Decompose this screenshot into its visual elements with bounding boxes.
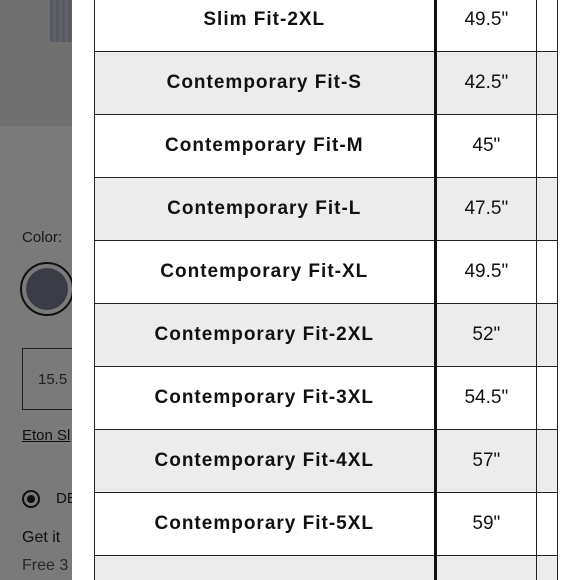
- size-chart-row: [95, 430, 558, 493]
- chest-measurement-cell: 49.5": [435, 241, 537, 304]
- size-chart-row: [95, 178, 558, 241]
- chest-measurement-cell: 47.5": [435, 178, 537, 241]
- chest-measurement-cell: 59": [435, 493, 537, 556]
- chest-measurement-cell: 54.5": [435, 367, 537, 430]
- fit-size-cell: Contemporary Fit-5XL: [95, 493, 436, 556]
- extra-column-cell: [537, 178, 558, 241]
- fit-size-cell: Contemporary Fit-2XL: [95, 304, 436, 367]
- fit-size-cell: Contemporary Fit-XL: [95, 241, 436, 304]
- fit-size-cell: Contemporary Fit-S: [95, 52, 436, 115]
- size-chart-table: [94, 0, 558, 580]
- size-chart-row: [95, 0, 558, 52]
- chest-measurement-cell: 57": [435, 430, 537, 493]
- extra-column-cell: [537, 493, 558, 556]
- size-chart-row: [95, 52, 558, 115]
- fit-size-cell: Contemporary Fit-M: [95, 115, 436, 178]
- chest-measurement-cell: 45": [435, 115, 537, 178]
- size-chart-row: [95, 304, 558, 367]
- fit-size-cell: [95, 556, 436, 580]
- size-chart-row: [95, 556, 558, 580]
- extra-column-cell: [537, 367, 558, 430]
- size-chart-row: [95, 115, 558, 178]
- extra-column-cell: [537, 556, 558, 580]
- extra-column-cell: [537, 304, 558, 367]
- size-chart-modal: [72, 0, 580, 580]
- extra-column-cell: [537, 430, 558, 493]
- extra-column-cell: [537, 241, 558, 304]
- extra-column-cell: [537, 115, 558, 178]
- chest-measurement-cell: 52": [435, 304, 537, 367]
- fit-size-cell: Contemporary Fit-3XL: [95, 367, 436, 430]
- fit-size-cell: Contemporary Fit-L: [95, 178, 436, 241]
- chest-measurement-cell: 49.5": [435, 0, 537, 52]
- size-chart-row: [95, 367, 558, 430]
- fit-size-cell: Slim Fit-2XL: [95, 0, 436, 52]
- chest-measurement-cell: 42.5": [435, 52, 537, 115]
- fit-size-cell: Contemporary Fit-4XL: [95, 430, 436, 493]
- chest-measurement-cell: [435, 556, 537, 580]
- size-chart-row: [95, 241, 558, 304]
- extra-column-cell: [537, 52, 558, 115]
- size-chart-row: [95, 493, 558, 556]
- extra-column-cell: [537, 0, 558, 52]
